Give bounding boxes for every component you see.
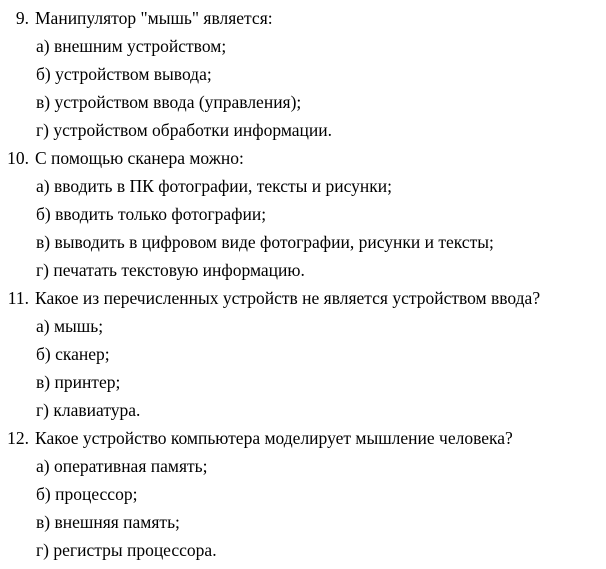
question-block: [0, 284, 606, 424]
question-block: [0, 4, 606, 144]
question-number: 9.: [15, 8, 29, 28]
question-line: [0, 4, 606, 32]
question-text: Какое устройство компьютера моделирует мышление человека?: [35, 428, 513, 448]
answer-option: б) процессор;: [36, 484, 138, 504]
question-number: 10.: [7, 148, 29, 168]
question-line: [0, 424, 606, 452]
answer-option: а) мышь;: [36, 316, 104, 336]
answer-option: г) регистры процессора.: [36, 540, 217, 560]
question-line: [0, 144, 606, 172]
question-block: [0, 144, 606, 284]
question-number: 12.: [7, 428, 29, 448]
question-number: 11.: [7, 288, 29, 308]
answer-option: б) устройством вывода;: [36, 64, 212, 84]
answer-option: в) принтер;: [36, 372, 121, 392]
answer-option: г) клавиатура.: [36, 400, 141, 420]
answer-option: б) вводить только фотографии;: [36, 204, 267, 224]
answer-option: в) устройством ввода (управления);: [36, 92, 302, 112]
answer-option: в) внешняя память;: [36, 512, 180, 532]
question-block: [0, 424, 606, 564]
answer-option: в) выводить в цифровом виде фотографии, рисунки и тексты;: [36, 232, 494, 252]
answer-option: г) устройством обработки информации.: [36, 120, 333, 140]
answer-option: а) внешним устройством;: [36, 36, 227, 56]
test-document: [0, 4, 606, 564]
answer-option: б) сканер;: [36, 344, 110, 364]
question-line: [0, 284, 606, 312]
question-text: Манипулятор "мышь" является:: [35, 8, 273, 28]
question-text: С помощью сканера можно:: [35, 148, 244, 168]
question-text: Какое из перечисленных устройств не является устройством ввода?: [35, 288, 541, 308]
answer-option: а) вводить в ПК фотографии, тексты и рисунки;: [36, 176, 393, 196]
answer-option: г) печатать текстовую информацию.: [36, 260, 305, 280]
answer-option: а) оперативная память;: [36, 456, 208, 476]
